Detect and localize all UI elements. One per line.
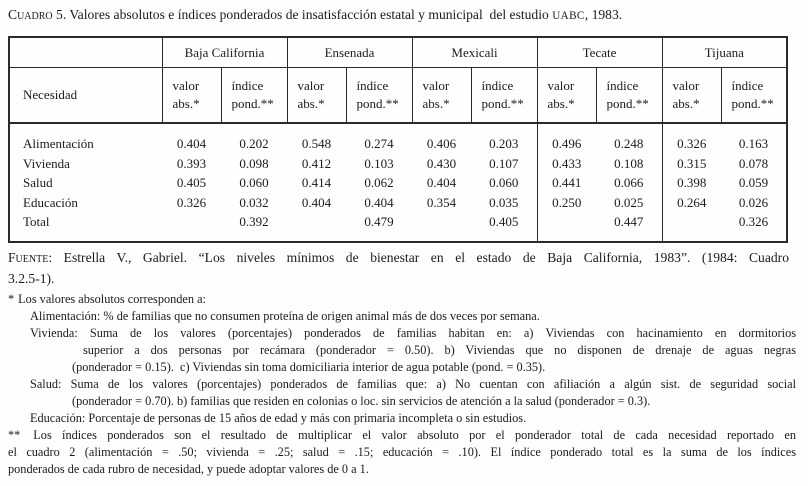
subcolumn-header-line: pond.** bbox=[481, 96, 524, 111]
subcolumn-header-line: abs.* bbox=[672, 96, 700, 111]
value-cell: 0.479 bbox=[364, 214, 394, 229]
caption-number: Cuadro 5. bbox=[8, 7, 67, 22]
column-group-header: Tijuana bbox=[662, 37, 787, 68]
footnote-marker: ** bbox=[8, 428, 21, 442]
value-cell: 0.035 bbox=[471, 193, 537, 213]
value-cell: 0.203 bbox=[471, 123, 537, 154]
footnote-line bbox=[8, 461, 796, 478]
table-row bbox=[9, 193, 787, 213]
subcolumn-header-line: pond.** bbox=[606, 96, 649, 111]
subcolumn-header-line: valor bbox=[297, 78, 325, 93]
footnote-text: Educación: Porcentaje de personas de 15 años de edad y más con primaria incompleta o sin estudios. bbox=[30, 411, 527, 425]
value-cell bbox=[662, 212, 721, 242]
value-cell: 0.404 bbox=[426, 175, 457, 190]
footnote-line bbox=[8, 342, 796, 359]
row-label: Alimentación bbox=[23, 136, 94, 151]
footnote-line bbox=[8, 359, 796, 376]
corner-cell bbox=[9, 37, 162, 68]
value-cell: 0.163 bbox=[738, 136, 769, 151]
subcolumn-header bbox=[471, 68, 537, 124]
group-header-row bbox=[9, 37, 787, 68]
subcolumn-header bbox=[287, 68, 346, 124]
subcolumn-header bbox=[721, 68, 787, 124]
value-cell: 0.441 bbox=[552, 175, 582, 190]
value-cell bbox=[412, 212, 471, 242]
footnote-line bbox=[8, 427, 796, 444]
value-cell: 0.404 bbox=[364, 194, 394, 210]
data-table bbox=[8, 36, 788, 243]
value-cell: 0.414 bbox=[301, 175, 332, 190]
table-row bbox=[9, 212, 787, 242]
table-row bbox=[9, 154, 787, 174]
subcolumn-header-line: valor bbox=[547, 78, 575, 93]
value-cell: 0.326 bbox=[738, 214, 769, 229]
subcolumn-header-line: abs.* bbox=[297, 96, 325, 111]
footnote-text: Los valores absolutos corresponden a: bbox=[18, 292, 206, 306]
value-cell: 0.326 bbox=[176, 194, 207, 210]
value-cell: 0.405 bbox=[176, 175, 207, 190]
caption-text: Valores absolutos e índices ponderados de insatisfacción estatal y municipal del estudio bbox=[66, 7, 553, 22]
value-cell bbox=[287, 212, 346, 242]
footnote-line bbox=[8, 308, 796, 325]
value-cell: 0.060 bbox=[471, 173, 537, 193]
footnotes-block bbox=[8, 291, 796, 478]
caption-acronym: UABC bbox=[552, 10, 585, 22]
value-cell: 0.354 bbox=[426, 194, 457, 210]
value-cell: 0.264 bbox=[677, 194, 707, 210]
value-cell: 0.447 bbox=[596, 212, 662, 242]
value-cell: 0.026 bbox=[738, 194, 769, 210]
footnote-line bbox=[8, 325, 796, 342]
value-cell: 0.060 bbox=[239, 175, 269, 190]
value-cell: 0.496 bbox=[552, 136, 582, 151]
value-cell: 0.405 bbox=[471, 212, 537, 242]
table-row bbox=[9, 173, 787, 193]
subcolumn-header bbox=[412, 68, 471, 124]
value-cell: 0.248 bbox=[596, 123, 662, 154]
column-group-header: Tecate bbox=[537, 37, 662, 68]
subcolumn-header-line: valor bbox=[422, 78, 450, 93]
value-cell: 0.315 bbox=[677, 155, 707, 171]
value-cell: 0.098 bbox=[239, 155, 269, 171]
source-line-2: 3.2.5-1). bbox=[8, 271, 55, 286]
footnote-text: el cuadro 2 (alimentación = .50; vivienda = .25; salud = .15; educación = .10). El índice ponderado total es la suma de los índices bbox=[8, 445, 796, 459]
subcolumn-header-line: abs.* bbox=[422, 96, 450, 111]
source-line-1 bbox=[8, 247, 789, 268]
value-cell: 0.059 bbox=[738, 175, 769, 190]
subcolumn-header-line: abs.* bbox=[547, 96, 575, 111]
subcolumn-header-line: índice bbox=[731, 78, 764, 93]
value-cell: 0.404 bbox=[176, 136, 207, 151]
footnote-text: Salud: Suma de los valores (porcentajes) ponderados de familias que: a) No cuentan con afiliación a algún sist. de seguridad social bbox=[30, 377, 796, 391]
column-group-header: Baja California bbox=[162, 37, 287, 68]
value-cell: 0.025 bbox=[596, 193, 662, 213]
value-cell: 0.406 bbox=[426, 136, 457, 151]
value-cell: 0.393 bbox=[176, 155, 207, 171]
footnote-line bbox=[8, 410, 796, 427]
footnote-line bbox=[8, 376, 796, 393]
subcolumn-header-line: índice bbox=[481, 78, 514, 93]
footnote-text: Los índices ponderados son el resultado de multiplicar el valor absoluto por el ponderador total de cada necesidad reportado en bbox=[33, 428, 796, 442]
footnote-marker: * bbox=[8, 292, 15, 306]
subcolumn-header bbox=[537, 68, 596, 124]
value-cell: 0.062 bbox=[364, 175, 394, 190]
subcolumn-header bbox=[221, 68, 287, 124]
source-note bbox=[8, 247, 789, 289]
footnote-text: Alimentación: % de familias que no consumen proteína de origen animal más de dos veces por semana. bbox=[30, 309, 540, 323]
table-caption bbox=[8, 7, 622, 23]
footnote-text: superior a dos personas por recámara (ponderador = 0.50). b) Viviendas que no disponen de drenaje de aguas negras bbox=[83, 343, 796, 357]
footnote-text: Vivienda: Suma de los valores (porcentajes) ponderados de familias habitan en: a) Viviendas con hacinamiento en dormitorios bbox=[30, 326, 796, 340]
row-label: Salud bbox=[23, 175, 53, 190]
footnote-line bbox=[8, 291, 796, 308]
table-body bbox=[9, 123, 787, 242]
subcolumn-header bbox=[596, 68, 662, 124]
subcolumn-header-line: valor bbox=[672, 78, 700, 93]
subcolumn-header-line: pond.** bbox=[731, 96, 774, 111]
value-cell: 0.103 bbox=[364, 155, 394, 171]
subcolumn-header-line: índice bbox=[231, 78, 264, 93]
row-label: Vivienda bbox=[23, 155, 70, 171]
footnote-text: ponderados de cada rubro de necesidad, y puede adoptar valores de 0 a 1. bbox=[8, 462, 369, 476]
row-label: Educación bbox=[23, 194, 78, 210]
footnote-text: (ponderador = 0.70). b) familias que residen en colonias o loc. sin servicios de atención a la salud (ponderador = 0.3). bbox=[72, 394, 651, 408]
value-cell: 0.032 bbox=[239, 194, 269, 210]
subcolumn-header bbox=[662, 68, 721, 124]
value-cell: 0.108 bbox=[596, 154, 662, 174]
subcolumn-header bbox=[162, 68, 221, 124]
value-cell: 0.078 bbox=[738, 155, 769, 171]
value-cell: 0.404 bbox=[301, 194, 332, 210]
subcolumn-header bbox=[346, 68, 412, 124]
column-group-header: Mexicali bbox=[412, 37, 537, 68]
column-group-header: Ensenada bbox=[287, 37, 412, 68]
caption-year: , 1983. bbox=[584, 7, 623, 22]
row-header-label: Necesidad bbox=[9, 68, 162, 124]
footnote-line bbox=[8, 444, 796, 461]
subcolumn-header-line: valor bbox=[172, 78, 200, 93]
subcolumn-header-row bbox=[9, 68, 787, 124]
source-citation: Estrella V., Gabriel. “Los niveles mínimos de bienestar en el estado de Baja California, 1983”. (1984: Cuadro bbox=[63, 250, 789, 265]
subcolumn-header-line: índice bbox=[356, 78, 389, 93]
subcolumn-header-line: abs.* bbox=[172, 96, 200, 111]
table-row bbox=[9, 123, 787, 154]
value-cell: 0.398 bbox=[677, 175, 707, 190]
subcolumn-header-line: pond.** bbox=[231, 96, 274, 111]
footnote-text: (ponderador = 0.15). c) Viviendas sin toma domiciliaria interior de agua potable (pond. = 0.35). bbox=[72, 360, 546, 374]
value-cell: 0.250 bbox=[552, 194, 582, 210]
value-cell: 0.202 bbox=[239, 136, 269, 151]
value-cell: 0.326 bbox=[677, 136, 707, 151]
value-cell: 0.066 bbox=[596, 173, 662, 193]
value-cell: 0.548 bbox=[301, 136, 332, 151]
value-cell: 0.412 bbox=[301, 155, 332, 171]
footnote-line bbox=[8, 393, 796, 410]
row-label: Total bbox=[23, 214, 50, 229]
value-cell: 0.433 bbox=[552, 155, 582, 171]
value-cell: 0.107 bbox=[471, 154, 537, 174]
value-cell: 0.430 bbox=[426, 155, 457, 171]
source-label: Fuente: bbox=[8, 250, 53, 265]
subcolumn-header-line: índice bbox=[606, 78, 639, 93]
value-cell bbox=[537, 212, 596, 242]
value-cell: 0.392 bbox=[239, 214, 269, 229]
subcolumn-header-line: pond.** bbox=[356, 96, 399, 111]
value-cell: 0.274 bbox=[364, 136, 394, 151]
value-cell bbox=[162, 212, 221, 242]
